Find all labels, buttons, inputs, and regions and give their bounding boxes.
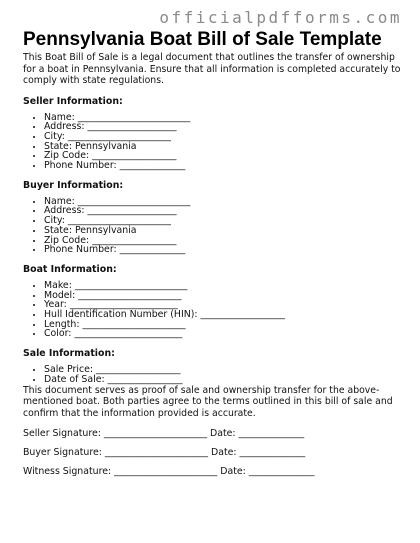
buyer-state-field: • State: Pennsylvania [44, 226, 403, 236]
seller-heading: Seller Information: [23, 95, 123, 107]
document-title: Pennsylvania Boat Bill of Sale Template [23, 29, 382, 50]
buyer-address-field: • Address: ___________________ [44, 206, 403, 216]
witness-signature-line: Witness Signature: ______________________ Date: ______________ [23, 466, 315, 478]
boat-hin-field: • Hull Identification Number (HIN): __________________ [44, 310, 403, 320]
seller-signature-line: Seller Signature: ______________________ Date: ______________ [23, 428, 305, 440]
boat-make-field: • Make: ________________________ [44, 281, 403, 291]
seller-address-field: • Address: ___________________ [44, 122, 403, 132]
buyer-zip-field: • Zip Code: __________________ [44, 236, 403, 246]
intro-paragraph: This Boat Bill of Sale is a legal document that outlines the transfer of ownership for a boat in Pennsylvania. Ensure that all information is completed accurately to comply with state regulations. [23, 52, 401, 86]
document-page [23, 28, 403, 478]
boat-heading: Boat Information: [23, 263, 117, 275]
sale-heading: Sale Information: [23, 348, 115, 360]
boat-section [23, 264, 403, 339]
watermark: officialpdfforms.com [159, 8, 402, 27]
boat-fields [23, 281, 403, 339]
sale-date-field: • Date of Sale: ________________ [44, 375, 403, 385]
boat-model-field: • Model: ______________________ [44, 291, 403, 301]
buyer-city-field: • City: ______________________ [44, 216, 403, 226]
buyer-fields [23, 197, 403, 255]
seller-zip-field: • Zip Code: __________________ [44, 151, 403, 161]
sale-price-field: • Sale Price: __________________ [44, 365, 403, 375]
sale-fields [23, 365, 403, 384]
closing-paragraph: This document serves as proof of sale and ownership transfer for the above-mentioned boat. Both parties agree to the terms outlined in this bill of sale and confirm that the information provided is accurate. [23, 384, 393, 419]
seller-phone-field: • Phone Number: ______________ [44, 161, 403, 171]
buyer-signature-line: Buyer Signature: ______________________ Date: ______________ [23, 447, 306, 459]
seller-state-field: • State: Pennsylvania [44, 142, 403, 152]
seller-fields [23, 113, 403, 171]
boat-length-field: • Length: ______________________ [44, 320, 403, 330]
boat-color-field: • Color: _______________________ [44, 329, 403, 339]
buyer-heading: Buyer Information: [23, 179, 124, 191]
seller-name-field: • Name: ________________________ [44, 113, 403, 123]
seller-section [23, 96, 403, 171]
buyer-phone-field: • Phone Number: ______________ [44, 245, 403, 255]
seller-city-field: • City: ______________________ [44, 132, 403, 142]
buyer-name-field: • Name: ________________________ [44, 197, 403, 207]
sale-section [23, 348, 403, 384]
buyer-section [23, 180, 403, 255]
boat-year-field: • Year: _______________________ [44, 300, 403, 310]
